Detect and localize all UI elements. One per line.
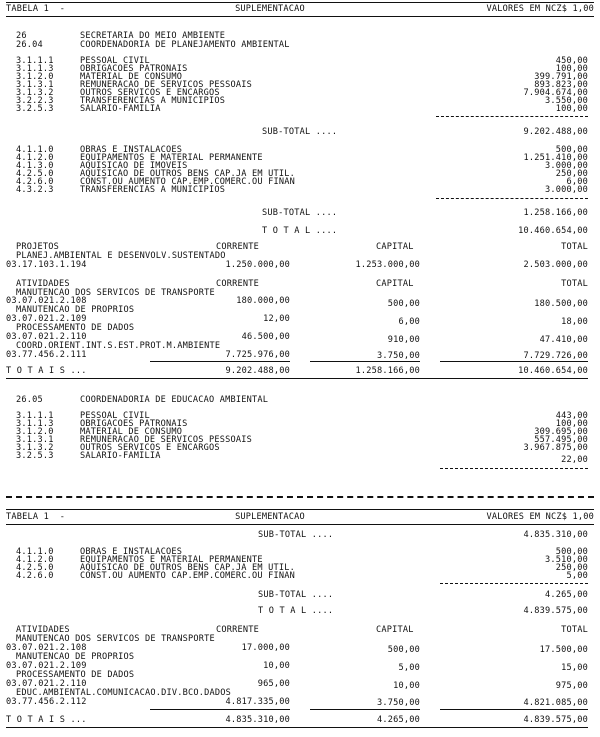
item-desc: AQUISICAO DE OUTROS BENS CAP.JA EM UTIL. <box>80 169 295 179</box>
total-heading: TOTAL <box>561 625 588 635</box>
atividade-capital: 5,00 <box>398 663 420 673</box>
atividade-capital: 500,00 <box>387 645 420 655</box>
item-code: 3.1.1.1 <box>16 56 54 66</box>
item-value: 3.000,00 <box>545 185 588 195</box>
atividade-corrente: 10,00 <box>263 661 290 671</box>
subtotal-rule <box>436 116 588 117</box>
atividade-corrente: 7.725.976,00 <box>225 350 290 360</box>
atividade-code: 03.07.021.2.110 <box>6 332 87 342</box>
atividade-capital: 6,00 <box>398 317 420 327</box>
item-value: 7.904.674,00 <box>523 88 588 98</box>
atividade-code: 03.07.021.2.108 <box>6 296 87 306</box>
secretaria-name: SECRETARIA DO MEIO AMBIENTE <box>80 31 226 41</box>
subtotal-rule <box>440 468 588 469</box>
totais-label: T O T A I S ... <box>6 715 87 725</box>
subtotal-label: SUB-TOTAL .... <box>262 208 338 218</box>
atividade-total: 4.821.085,00 <box>523 698 588 708</box>
subtotal-value: 1.258.166,00 <box>523 208 588 218</box>
item-code: 3.2.5.3 <box>16 451 54 461</box>
atividade-capital: 10,00 <box>393 681 420 691</box>
atividade-name: EDUC.AMBIENTAL.COMUNICACAO.DIV.BCO.DADOS <box>16 688 231 698</box>
atividade-code: 03.07.021.2.108 <box>6 643 87 653</box>
item-value: 1.251.410,00 <box>523 153 588 163</box>
item-code: 4.1.1.0 <box>16 547 54 557</box>
item-value: 3.967.875,00 <box>523 443 588 453</box>
item-code: 4.1.1.0 <box>16 145 54 155</box>
totals-rule <box>150 361 290 362</box>
atividade-total: 975,00 <box>555 681 588 691</box>
projetos-heading: PROJETOS <box>16 242 59 252</box>
atividade-total: 180.500,00 <box>534 299 588 309</box>
table-title: SUPLEMENTACAO <box>235 4 305 14</box>
item-code: 3.1.3.1 <box>16 80 54 90</box>
item-code: 3.1.1.3 <box>16 419 54 429</box>
coordenadoria-name: COORDENADORIA DE EDUCACAO AMBIENTAL <box>80 395 269 405</box>
corrente-heading: CORRENTE <box>216 242 259 252</box>
item-desc: REMUNERACAO DE SERVICOS PESSOAIS <box>80 435 252 445</box>
item-desc: REMUNERACAO DE SERVICOS PESSOAIS <box>80 80 252 90</box>
item-code: 3.1.3.1 <box>16 435 54 445</box>
item-desc: EQUIPAMENTOS E MATERIAL PERMANENTE <box>80 555 263 565</box>
total-label: T O T A L .... <box>262 226 338 236</box>
projeto-code: 03.17.103.1.194 <box>6 260 87 270</box>
item-desc: PESSOAL CIVIL <box>80 411 150 421</box>
total-heading: TOTAL <box>561 242 588 252</box>
atividade-corrente: 17.000,00 <box>241 643 290 653</box>
item-desc: OBRAS E INSTALACOES <box>80 145 183 155</box>
atividade-name: PROCESSAMENTO DE DADOS <box>16 670 135 680</box>
atividade-capital: 3.750,00 <box>377 351 420 361</box>
totais-capital: 4.265,00 <box>377 715 420 725</box>
corrente-heading: CORRENTE <box>216 279 259 289</box>
item-code: 3.1.2.0 <box>16 72 54 82</box>
totals-underline <box>6 727 588 728</box>
totais-capital: 1.258.166,00 <box>355 366 420 376</box>
atividade-code: 03.77.456.2.112 <box>6 697 87 707</box>
header-rule <box>6 16 594 17</box>
atividade-name: PROCESSAMENTO DE DADOS <box>16 323 135 333</box>
totais-corrente: 4.835.310,00 <box>225 715 290 725</box>
subtotal-rule <box>436 198 588 199</box>
subtotal-label: SUB-TOTAL .... <box>258 530 334 540</box>
total-label: T O T A L .... <box>258 606 334 616</box>
atividade-name: MANUTENCAO DOS SERVICOS DE TRANSPORTE <box>16 288 215 298</box>
item-desc: PESSOAL CIVIL <box>80 56 150 66</box>
item-code: 3.1.1.1 <box>16 411 54 421</box>
item-code: 3.1.2.0 <box>16 427 54 437</box>
item-desc: EQUIPAMENTOS E MATERIAL PERMANENTE <box>80 153 263 163</box>
atividade-corrente: 4.817.335,00 <box>225 697 290 707</box>
totals-underline <box>6 378 588 379</box>
table-label: TABELA 1 - <box>6 512 66 522</box>
subtotal-label: SUB-TOTAL .... <box>262 127 338 137</box>
item-value: 100,00 <box>555 419 588 429</box>
coordenadoria-name: COORDENADORIA DE PLANEJAMENTO AMBIENTAL <box>80 40 290 50</box>
item-value: 399.791,00 <box>534 72 588 82</box>
item-value: 557.495,00 <box>534 435 588 445</box>
atividade-code: 03.77.456.2.111 <box>6 350 87 360</box>
item-desc: OUTROS SERVICOS E ENCARGOS <box>80 88 220 98</box>
item-code: 4.1.3.0 <box>16 161 54 171</box>
coordenadoria-code: 26.04 <box>16 40 43 50</box>
subtotal-value: 9.202.488,00 <box>523 127 588 137</box>
item-desc: CONST.OU AUMENTO CAP.EMP.COMERC.OU FINAN <box>80 177 295 187</box>
atividade-code: 03.07.021.2.110 <box>6 679 87 689</box>
atividade-code: 03.07.021.2.109 <box>6 314 87 324</box>
item-value: 500,00 <box>555 547 588 557</box>
item-value: 893.823,00 <box>534 80 588 90</box>
item-value: 450,00 <box>555 56 588 66</box>
item-value: 6,00 <box>566 177 588 187</box>
item-code: 3.2.5.3 <box>16 104 54 114</box>
atividade-corrente: 12,00 <box>263 314 290 324</box>
coordenadoria-code: 26.05 <box>16 395 43 405</box>
atividade-capital: 910,00 <box>387 335 420 345</box>
item-value: 250,00 <box>555 563 588 573</box>
atividade-corrente: 46.500,00 <box>241 332 290 342</box>
item-code: 3.1.3.2 <box>16 443 54 453</box>
totais-total: 4.839.575,00 <box>523 715 588 725</box>
atividade-name: MANUTENCAO DE PROPRIOS <box>16 305 135 315</box>
totals-rule <box>310 361 420 362</box>
projeto-capital: 1.253.000,00 <box>355 260 420 270</box>
item-code: 3.2.2.3 <box>16 96 54 106</box>
atividade-corrente: 180.000,00 <box>236 296 290 306</box>
atividade-code: 03.07.021.2.109 <box>6 661 87 671</box>
item-code: 4.1.2.0 <box>16 555 54 565</box>
top-rule <box>6 2 594 3</box>
values-unit: VALORES EM NCZ$ 1,00 <box>486 512 594 522</box>
atividade-name: MANUTENCAO DOS SERVICOS DE TRANSPORTE <box>16 634 215 644</box>
projeto-corrente: 1.250.000,00 <box>225 260 290 270</box>
item-desc: MATERIAL DE CONSUMO <box>80 427 183 437</box>
item-desc: SALARIO-FAMILIA <box>80 104 161 114</box>
top-rule <box>6 509 594 510</box>
item-value: 100,00 <box>555 64 588 74</box>
atividade-capital: 3.750,00 <box>377 698 420 708</box>
atividade-total: 47.410,00 <box>539 335 588 345</box>
item-desc: TRANSFERENCIAS A MUNICIPIOS <box>80 96 226 106</box>
atividade-total: 17.500,00 <box>539 645 588 655</box>
corrente-heading: CORRENTE <box>216 625 259 635</box>
page-separator <box>6 496 594 498</box>
total-heading: TOTAL <box>561 279 588 289</box>
subtotal-value: 4.265,00 <box>545 590 588 600</box>
item-desc: AQUISICAO DE IMOVEIS <box>80 161 188 171</box>
capital-heading: CAPITAL <box>376 279 414 289</box>
subtotal-rule <box>440 583 588 584</box>
item-desc: OBRAS E INSTALACOES <box>80 547 183 557</box>
atividade-name: MANUTENCAO DE PROPRIOS <box>16 652 135 662</box>
totais-total: 10.460.654,00 <box>518 366 588 376</box>
atividade-capital: 500,00 <box>387 299 420 309</box>
totals-rule <box>440 361 588 362</box>
item-code: 4.2.5.0 <box>16 563 54 573</box>
secretaria-code: 26 <box>16 31 27 41</box>
item-value: 3.000,00 <box>545 161 588 171</box>
item-code: 4.1.2.0 <box>16 153 54 163</box>
totals-rule <box>440 709 588 710</box>
atividades-heading: ATIVIDADES <box>16 625 70 635</box>
item-value: 5,00 <box>566 571 588 581</box>
projeto-total: 2.503.000,00 <box>523 260 588 270</box>
item-code: 3.1.1.3 <box>16 64 54 74</box>
item-code: 4.3.2.3 <box>16 185 54 195</box>
table-label: TABELA 1 - <box>6 4 66 14</box>
item-value: 22,00 <box>561 455 588 465</box>
atividade-total: 15,00 <box>561 663 588 673</box>
item-desc: AQUISICAO DE OUTROS BENS CAP.JA EM UTIL. <box>80 563 295 573</box>
item-value: 100,00 <box>555 104 588 114</box>
atividade-total: 18,00 <box>561 317 588 327</box>
item-desc: MATERIAL DE CONSUMO <box>80 72 183 82</box>
item-desc: OBRIGACOES PATRONAIS <box>80 419 188 429</box>
item-value: 250,00 <box>555 169 588 179</box>
capital-heading: CAPITAL <box>376 625 414 635</box>
item-value: 3.550,00 <box>545 96 588 106</box>
item-desc: TRANSFERENCIAS A MUNICIPIOS <box>80 185 226 195</box>
item-code: 4.2.6.0 <box>16 571 54 581</box>
item-value: 3.510,00 <box>545 555 588 565</box>
atividade-name: COORD.ORIENT.INT.S.EST.PROT.M.AMBIENTE <box>16 341 221 351</box>
item-code: 4.2.6.0 <box>16 177 54 187</box>
totais-label: T O T A I S ... <box>6 366 87 376</box>
subtotal-value: 4.835.310,00 <box>523 530 588 540</box>
item-value: 309.695,00 <box>534 427 588 437</box>
item-desc: OBRIGACOES PATRONAIS <box>80 64 188 74</box>
table-title: SUPLEMENTACAO <box>235 512 305 522</box>
item-desc: CONST.OU AUMENTO CAP.EMP.COMERC.OU FINAN <box>80 571 295 581</box>
atividade-total: 7.729.726,00 <box>523 351 588 361</box>
totals-rule <box>150 709 290 710</box>
atividade-corrente: 965,00 <box>257 679 290 689</box>
total-value: 4.839.575,00 <box>523 606 588 616</box>
capital-heading: CAPITAL <box>376 242 414 252</box>
total-value: 10.460.654,00 <box>518 226 588 236</box>
item-code: 4.2.5.0 <box>16 169 54 179</box>
totals-rule <box>310 709 420 710</box>
subtotal-label: SUB-TOTAL .... <box>258 590 334 600</box>
item-code: 3.1.3.2 <box>16 88 54 98</box>
projeto-name: PLANEJ.AMBIENTAL E DESENVOLV.SUSTENTADO <box>16 251 226 261</box>
header-rule <box>6 524 594 525</box>
item-desc: SALARIO-FAMILIA <box>80 451 161 461</box>
item-value: 443,00 <box>555 411 588 421</box>
values-unit: VALORES EM NCZ$ 1,00 <box>486 4 594 14</box>
atividades-heading: ATIVIDADES <box>16 279 70 289</box>
totais-corrente: 9.202.488,00 <box>225 366 290 376</box>
item-desc: OUTROS SERVICOS E ENCARGOS <box>80 443 220 453</box>
item-value: 500,00 <box>555 145 588 155</box>
